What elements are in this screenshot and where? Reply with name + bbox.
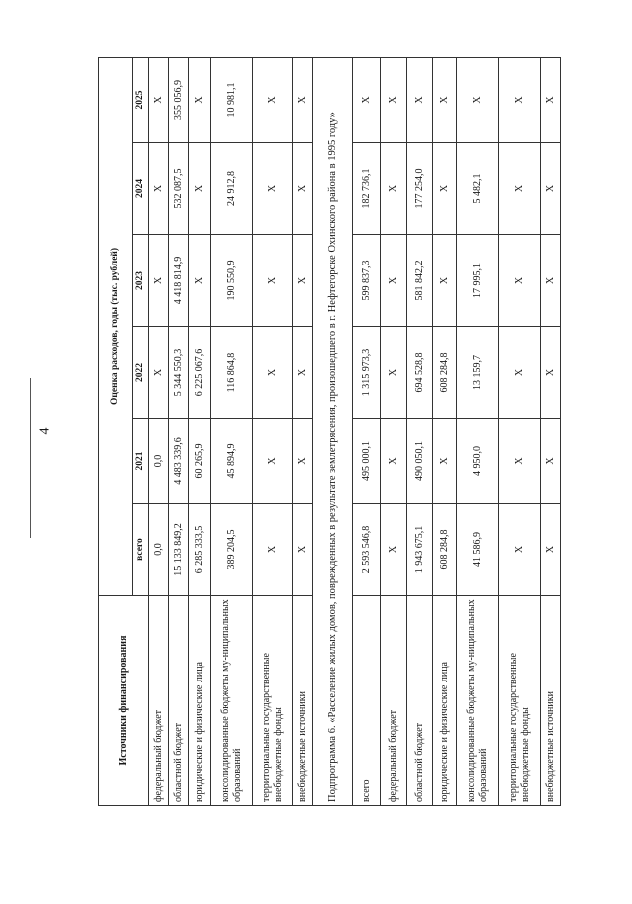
value-cell: 490 050,1 [407,419,433,504]
table-row [211,57,253,805]
value-cell: X [293,419,313,504]
table-row [541,57,561,805]
value-cell: X [541,327,561,419]
value-cell: X [381,57,407,142]
row-label: территориальные государственные внебюджетные фонды [253,596,293,806]
value-cell: 10 981,1 [211,57,253,142]
value-cell: 581 842,2 [407,235,433,327]
row-label: внебюджетные источники [541,596,561,806]
value-cell: X [293,504,313,596]
value-cell: 13 159,7 [457,327,499,419]
value-cell: X [293,57,313,142]
value-cell: X [253,235,293,327]
value-cell: 2 593 546,8 [353,504,381,596]
table-row [407,57,433,805]
value-cell: X [433,419,457,504]
row-label: консолидированные бюджеты му-ниципальных образований [457,596,499,806]
year-header: 2024 [133,143,149,235]
table-row [189,57,211,805]
row-label: внебюджетные источники [293,596,313,806]
value-cell: X [189,57,211,142]
value-cell: X [381,235,407,327]
value-cell: 182 736,1 [353,143,381,235]
value-cell: 60 265,9 [189,419,211,504]
row-label: территориальные государственные внебюджетные фонды [499,596,541,806]
value-cell: 532 087,5 [169,143,189,235]
rotated-table-container [98,58,556,806]
value-cell: X [499,504,541,596]
value-cell: 694 528,8 [407,327,433,419]
section-title: Подпрограмма 6. «Расселение жилых домов, поврежденных в результате землетрясения, произошедшего в г. Нефтегорске Охинского района в 1995 году» [313,57,353,805]
value-cell: 0,0 [149,504,169,596]
table-row [353,57,381,805]
value-cell: 41 586,9 [457,504,499,596]
value-cell: X [293,327,313,419]
value-cell: X [433,235,457,327]
row-label: федеральный бюджет [149,596,169,806]
value-cell: 1 315 973,3 [353,327,381,419]
value-cell: 608 284,8 [433,504,457,596]
value-cell: X [353,57,381,142]
value-cell: X [381,419,407,504]
value-cell: 24 912,8 [211,143,253,235]
value-cell: 15 133 849,2 [169,504,189,596]
value-cell: X [253,504,293,596]
value-cell: X [499,57,541,142]
footer-divider [30,378,31,538]
value-cell: 5 344 550,3 [169,327,189,419]
value-cell: X [407,57,433,142]
value-cell: X [433,143,457,235]
value-cell: X [149,143,169,235]
financing-table [98,57,561,806]
value-cell: 4 483 339,6 [169,419,189,504]
section-row [313,57,353,805]
table-row [253,57,293,805]
value-cell: X [499,327,541,419]
value-cell: X [433,57,457,142]
financing-table-body [99,57,561,805]
row-label: областной бюджет [407,596,433,806]
value-cell: X [149,235,169,327]
value-cell: X [253,143,293,235]
value-cell: 17 995,1 [457,235,499,327]
value-cell: 599 837,3 [353,235,381,327]
value-cell: 5 482,1 [457,143,499,235]
value-cell: 608 284,8 [433,327,457,419]
value-cell: 116 864,8 [211,327,253,419]
page-number: 4 [37,427,53,435]
value-cell: X [253,419,293,504]
value-cell: X [293,143,313,235]
year-header: 2023 [133,235,149,327]
header-row-1 [99,57,133,805]
table-row [433,57,457,805]
table-row [381,57,407,805]
value-cell: 177 254,0 [407,143,433,235]
value-cell: 45 894,9 [211,419,253,504]
table-row [499,57,541,805]
row-label: юридические и физические лица [433,596,457,806]
value-cell: 495 000,1 [353,419,381,504]
value-cell: X [149,327,169,419]
table-row [293,57,313,805]
value-cell: X [189,143,211,235]
row-label: всего [353,596,381,806]
value-cell: 190 550,9 [211,235,253,327]
year-header: 2025 [133,57,149,142]
value-cell: 1 943 675,1 [407,504,433,596]
value-cell: X [149,57,169,142]
row-label: юридические и физические лица [189,596,211,806]
value-cell: X [541,504,561,596]
value-cell: X [189,235,211,327]
value-cell: X [541,143,561,235]
value-cell: X [381,504,407,596]
row-label: федеральный бюджет [381,596,407,806]
value-cell: X [293,235,313,327]
year-header: 2021 [133,419,149,504]
value-cell: X [381,327,407,419]
value-cell: 4 950,0 [457,419,499,504]
table-row [149,57,169,805]
table-row [169,57,189,805]
value-cell: X [253,57,293,142]
value-cell: 355 056,9 [169,57,189,142]
value-cell: X [499,419,541,504]
value-cell: X [499,143,541,235]
cost-header: Оценка расходов, годы (тыс. рублей) [99,57,133,595]
year-header: всего [133,504,149,596]
value-cell: 4 418 814,9 [169,235,189,327]
value-cell: X [499,235,541,327]
value-cell: X [541,57,561,142]
value-cell: X [253,327,293,419]
value-cell: 0,0 [149,419,169,504]
source-header: Источники финансирования [99,596,149,806]
row-label: консолидированные бюджеты му-ниципальных образований [211,596,253,806]
value-cell: X [541,419,561,504]
value-cell: 6 225 067,6 [189,327,211,419]
value-cell: 389 204,5 [211,504,253,596]
table-row [457,57,499,805]
value-cell: X [457,57,499,142]
row-label: областной бюджет [169,596,189,806]
value-cell: 6 285 333,5 [189,504,211,596]
value-cell: X [541,235,561,327]
year-header: 2022 [133,327,149,419]
value-cell: X [381,143,407,235]
